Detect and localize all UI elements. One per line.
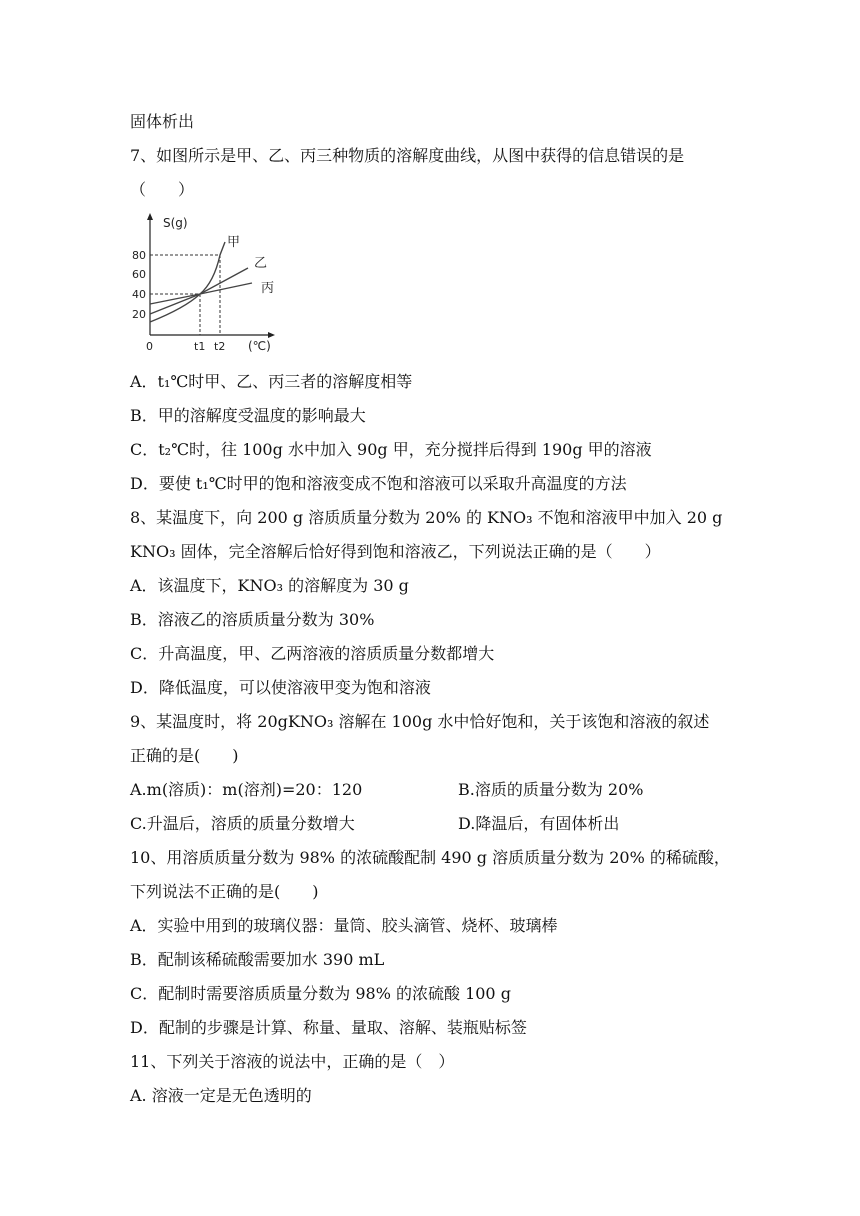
option-9c: C.升温后，溶质的质量分数增大 <box>130 814 355 833</box>
option-7d: D．要使 t₁℃时甲的饱和溶液变成不饱和溶液可以采取升高温度的方法 <box>130 474 627 493</box>
question-10-cont: 下列说法不正确的是( ) <box>130 882 319 901</box>
x-axis-label: (℃) <box>248 339 271 353</box>
option-9b: B.溶质的质量分数为 20% <box>458 780 644 799</box>
option-11a: A. 溶液一定是无色透明的 <box>130 1086 312 1105</box>
option-9a: A.m(溶质)：m(溶剂)=20：120 <box>130 780 363 799</box>
option-10b: B．配制该稀硫酸需要加水 390 mL <box>130 950 385 969</box>
solubility-chart <box>130 210 290 360</box>
option-9d: D.降温后，有固体析出 <box>458 814 620 833</box>
x-tick-label: t1 <box>194 340 206 353</box>
option-7b: B．甲的溶解度受温度的影响最大 <box>130 406 366 425</box>
y-tick-label: 80 <box>132 249 146 262</box>
x-axis-arrow <box>268 332 275 338</box>
option-10a: A．实验中用到的玻璃仪器：量筒、胶头滴管、烧杯、玻璃棒 <box>130 916 558 935</box>
origin-label: 0 <box>146 340 153 353</box>
option-10d: D．配制的步骤是计算、称量、量取、溶解、装瓶贴标签 <box>130 1018 527 1037</box>
option-8c: C．升高温度，甲、乙两溶液的溶质质量分数都增大 <box>130 644 495 663</box>
y-tick-label: 40 <box>132 288 146 301</box>
question-9: 9、某温度时，将 20gKNO₃ 溶解在 100g 水中恰好饱和，关于该饱和溶液的叙述 <box>130 712 710 731</box>
series-label-bing: 丙 <box>261 281 275 296</box>
option-7a: A．t₁℃时甲、乙、丙三者的溶解度相等 <box>130 372 413 391</box>
question-8: 8、某温度下，向 200 g 溶质质量分数为 20% 的 KNO₃ 不饱和溶液甲中加入 20 g <box>130 508 723 527</box>
question-10: 10、用溶质质量分数为 98% 的浓硫酸配制 490 g 溶质质量分数为 20% 的稀硫酸， <box>130 848 730 867</box>
text-line: 固体析出 <box>130 112 195 131</box>
option-8b: B．溶液乙的溶质质量分数为 30% <box>130 610 375 629</box>
y-axis-label: S(g) <box>163 216 188 230</box>
y-axis-arrow <box>147 213 153 220</box>
option-7c: C．t₂℃时，往 100g 水中加入 90g 甲，充分搅拌后得到 190g 甲的溶液 <box>130 440 652 459</box>
question-8-cont: KNO₃ 固体，完全溶解后恰好得到饱和溶液乙，下列说法正确的是（ ） <box>130 542 661 561</box>
y-tick-label: 60 <box>132 268 146 281</box>
option-8a: A．该温度下，KNO₃ 的溶解度为 30 g <box>130 576 409 595</box>
question-7-paren: （ ） <box>130 180 195 199</box>
series-label-yi: 乙 <box>254 256 268 271</box>
question-7: 7、如图所示是甲、乙、丙三种物质的溶解度曲线，从图中获得的信息错误的是 <box>130 146 685 165</box>
y-tick-label: 20 <box>132 308 146 321</box>
series-yi-line <box>150 268 248 314</box>
series-label-jia: 甲 <box>227 235 241 250</box>
question-9-cont: 正确的是( ) <box>130 746 239 765</box>
x-tick-label: t2 <box>214 340 226 353</box>
question-11: 11、下列关于溶液的说法中，正确的是（ ） <box>130 1052 455 1071</box>
option-8d: D．降低温度，可以使溶液甲变为饱和溶液 <box>130 678 431 697</box>
option-10c: C．配制时需要溶质质量分数为 98% 的浓硫酸 100 g <box>130 984 511 1003</box>
